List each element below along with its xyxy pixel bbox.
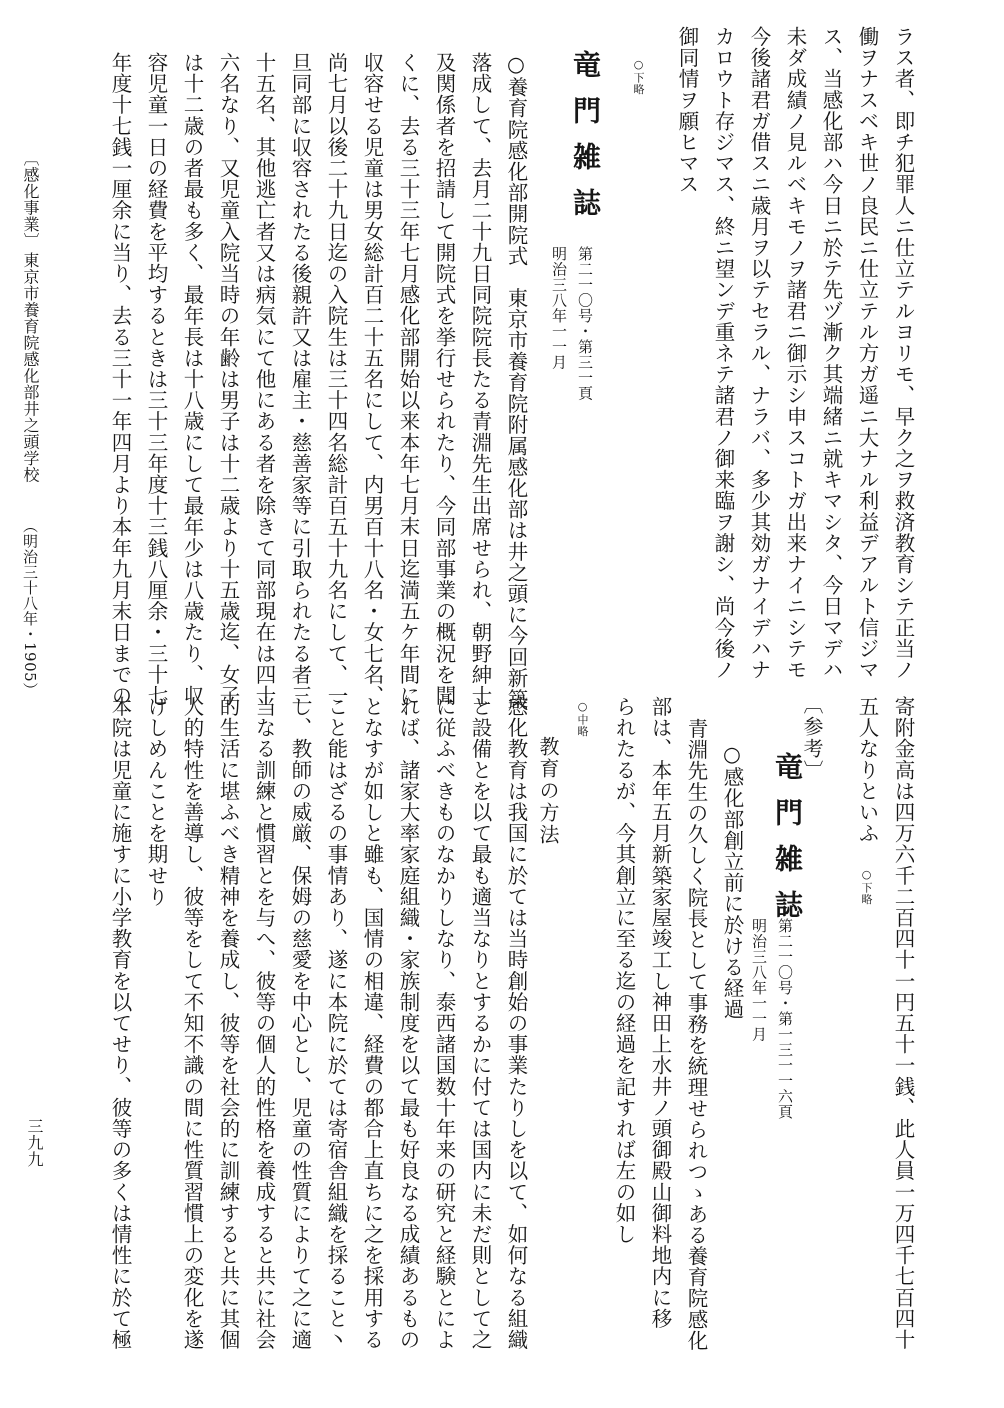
text-line: ○養育院感化部開院式 東京市養育院附属感化部は井之頭に今回新築 (504, 52, 528, 710)
subheading: 教育の方法 (536, 736, 560, 846)
reference-tag: 〔参考〕 (800, 694, 824, 782)
section-source: 第二一〇号・第三一頁 (576, 246, 594, 401)
text-line: 落成して、去月二十九日同院院長たる青淵先生出席せられ、朝野紳士 (468, 52, 492, 707)
text-line: ス、当感化部ハ今日ニ於テ先ヅ漸ク其端緒ニ就キマシタ、今日マデハ (819, 26, 843, 681)
section-source-date: 明治三八年一一月 (550, 246, 568, 370)
text-line: 未ダ成績ノ見ルベキモノヲ諸君ニ御示シ申スコトガ出来ナイニシテモ (783, 26, 807, 681)
text-line: し、教師の威厳、保姆の慈愛を中心とし、児童の性質によりて之に適 (288, 696, 312, 1351)
text-line: 青淵先生の久しく院長として事務を統理せられつゝある養育院感化 (684, 718, 708, 1351)
text-line: 働ヲナスベキ世ノ良民ニ仕立テル方ガ遥ニ大ナル利益デアルト信ジマ (855, 26, 879, 681)
text-line: こと能はざるの事情あり、遂に本院に於ては寄宿舎組織を採ること丶 (324, 696, 348, 1351)
text-line: げしめんことを期せり (144, 696, 168, 907)
text-line: 的生活に堪ふべき精神を養成し、彼等を社会的に訓練すると共に其個 (216, 696, 240, 1351)
omit-note: ○下略 (632, 58, 645, 95)
text-line: 御同情ヲ願ヒマス (675, 26, 699, 195)
text-line: ラス者、即チ犯罪人ニ仕立テルヨリモ、早ク之ヲ救済教育シテ正当ノ (891, 26, 915, 681)
text-line: 五人なりといふ (855, 696, 879, 844)
footer-category: 〔感化事業〕 (21, 150, 40, 249)
text-line: 感化教育は我国に於ては当時創始の事業たりしを以て、如何なる組織 (504, 696, 528, 1351)
text-line: 及関係者を招請して開院式を挙行せられたり、今同部事業の概況を聞 (432, 52, 456, 707)
footer-era: （明治三十八年・1905） (21, 518, 39, 698)
text-line: 当なる訓練と慣習とを与へ、彼等の個人的性格を養成すると共に社会 (252, 696, 276, 1351)
text-line: 旦同部に収容されたる後親許又は雇主・慈善家等に引取られたる者三 (288, 52, 312, 707)
section-source-date: 明治三八年一一月 (750, 918, 768, 1042)
footer-subject: 東京市養育院感化部井之頭学校 (21, 252, 40, 483)
text-line: 十五名、其他逃亡者又は病気にて他にある者を除きて同部現在は四十 (252, 52, 276, 707)
page-number: 三九九 (25, 1118, 44, 1168)
text-line: となすが如しと雖も、国情の相違、経費の都合上直ちに之を採用する (360, 696, 384, 1351)
text-line: は十二歳の者最も多く、最年長は十八歳にして最年少は八歳たり、収 (180, 52, 204, 707)
text-line: くに、去る三十三年七月感化部開始以来本年七月末日迄満五ケ年間に (396, 52, 420, 707)
text-line: れば、諸家大率家庭組織・家族制度を以て最も好良なる成績あるもの (396, 696, 420, 1351)
text-line: 人的特性を善導し、彼等をして不知不識の間に性質習慣上の変化を遂 (180, 696, 204, 1351)
text-line: 今後諸君ガ借スニ歳月ヲ以テセラル、ナラバ、多少其効ガナイデハナ (747, 26, 771, 681)
text-line: られたるが、今其創立に至る迄の経過を記すれば左の如し (612, 696, 636, 1245)
text-line: 年度十七銭一厘余に当り、去る三十一年四月より本年九月末日までの (108, 52, 132, 707)
omit-note: ○中略 (576, 700, 589, 737)
heading: ○感化部創立前に於ける経過 (720, 742, 744, 1020)
section-source: 第二一〇号・第一三一一六頁 (776, 918, 794, 1120)
section-title: 竜門雑誌 (771, 752, 804, 936)
text-line: に従ふべきものなかりしなり、泰西諸国数十年来の研究と経験とによ (432, 696, 456, 1351)
text-line: 収容せる児童は男女総計百二十五名にして、内男百十八名・女七名、 (360, 52, 384, 707)
text-line: 部は、本年五月新築家屋竣工し神田上水井ノ頭御殿山御料地内に移 (648, 696, 672, 1329)
text-line: 尚七月以後二十九日迄の入院生は三十四名総計百五十九名にして、一 (324, 52, 348, 707)
text-line: カロウト存ジマス、終ニ望ンデ重ネテ諸君ノ御来臨ヲ謝シ、尚今後ノ (711, 26, 735, 681)
text-line: 六名なり、又児童入院当時の年齢は男子は十二歳より十五歳迄、女子 (216, 52, 240, 707)
text-line: 本院は児童に施すに小学教育を以てせり、彼等の多くは情性に於て極 (108, 696, 132, 1351)
section-title: 竜門雑誌 (569, 50, 602, 234)
omit-note: ○下略 (860, 868, 873, 905)
text-line: 容児童一日の経費を平均するときは三十三年度十三銭八厘余・三十七 (144, 52, 168, 707)
text-line: と設備とを以て最も適当なりとするかに付ては国内に未だ則として之 (468, 696, 492, 1351)
text-line: 寄附金高は四万六千二百四十一円五十一銭、此人員一万四千七百四十 (891, 696, 915, 1351)
